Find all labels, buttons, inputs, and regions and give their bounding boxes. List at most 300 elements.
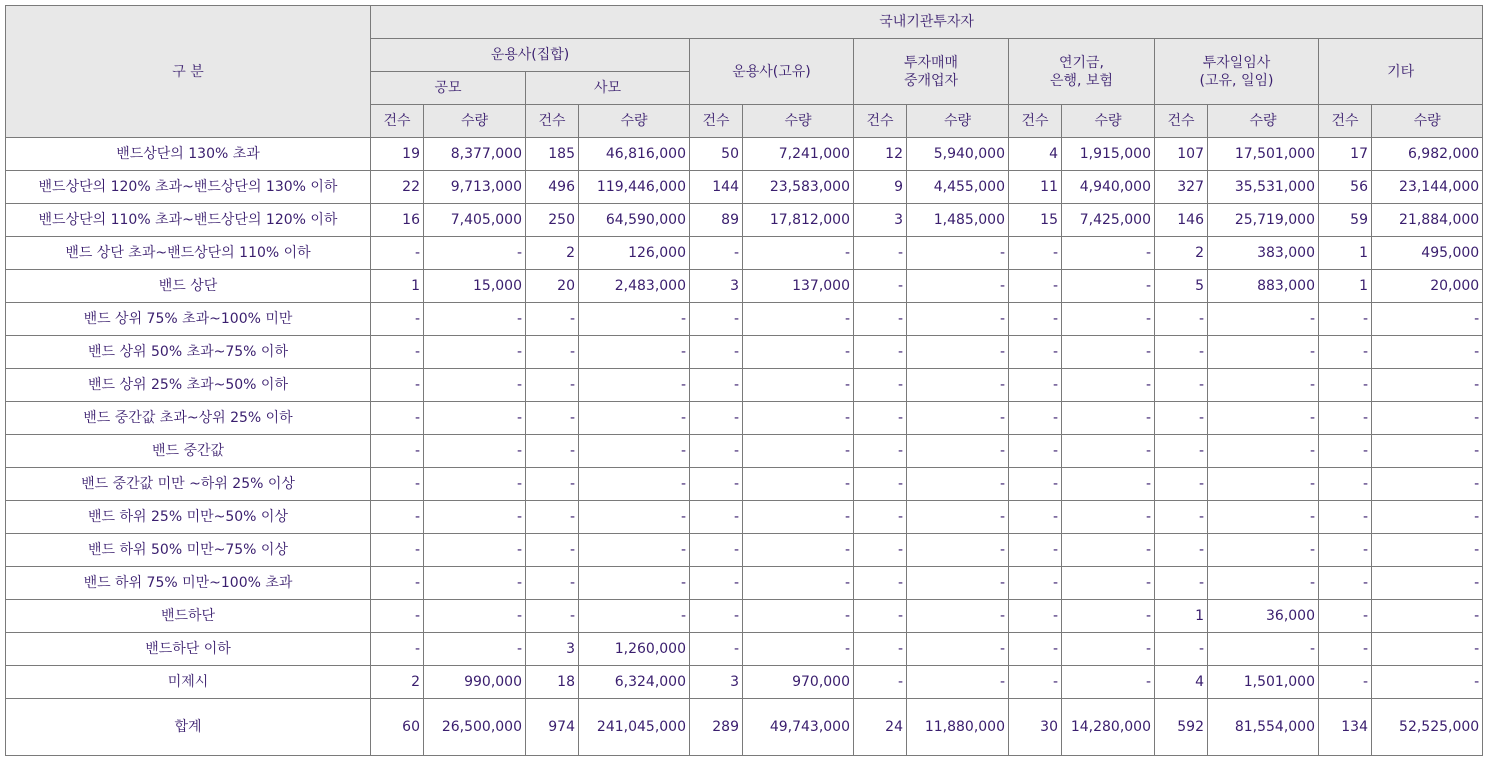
count-cell: - [526,534,579,567]
quantity-cell: - [1372,435,1483,468]
count-cell: - [1009,534,1062,567]
quantity-cell: 2,483,000 [579,270,690,303]
broker-header-line1: 투자매매 [903,54,959,71]
quantity-cell: 137,000 [743,270,854,303]
quantity-cell: 1,501,000 [1208,666,1319,699]
count-cell: 3 [854,204,907,237]
quantity-cell: - [1062,567,1155,600]
quantity-cell: 8,377,000 [424,138,526,171]
count-cell: 1 [1155,600,1208,633]
quantity-cell: - [1372,369,1483,402]
quantity-cell: - [1062,468,1155,501]
count-cell: - [371,402,424,435]
quantity-cell: - [579,369,690,402]
discretionary-header-line1: 투자일임사 [1202,54,1271,71]
quantity-cell: - [424,633,526,666]
quantity-cell: 990,000 [424,666,526,699]
table-row [6,468,1483,501]
row-label: 밴드하단 [6,600,371,633]
count-column-header: 건수 [526,105,579,138]
row-label: 밴드 중간값 미만 ~하위 25% 이상 [6,468,371,501]
quantity-cell: - [1372,534,1483,567]
count-cell: - [1319,501,1372,534]
quantity-cell: - [424,435,526,468]
pension-header [1009,39,1155,105]
count-column-header: 건수 [854,105,907,138]
quantity-cell: - [424,369,526,402]
quantity-cell: - [424,567,526,600]
count-cell: 30 [1009,699,1062,756]
count-cell: - [690,633,743,666]
quantity-cell: - [1372,633,1483,666]
table-row [6,369,1483,402]
quantity-cell: 383,000 [1208,237,1319,270]
count-cell: 60 [371,699,424,756]
count-cell: - [1319,336,1372,369]
table-row [6,435,1483,468]
discretionary-header [1155,39,1319,105]
quantity-cell: - [907,336,1009,369]
quantity-cell: 64,590,000 [579,204,690,237]
quantity-cell: - [579,501,690,534]
quantity-cell: - [1372,402,1483,435]
quantity-column-header: 수량 [1208,105,1319,138]
quantity-cell: - [424,501,526,534]
count-cell: - [371,534,424,567]
quantity-cell: - [1062,237,1155,270]
quantity-cell: - [424,402,526,435]
quantity-cell: - [907,666,1009,699]
count-cell: - [526,468,579,501]
count-cell: - [1009,666,1062,699]
count-cell: 107 [1155,138,1208,171]
count-cell: - [1009,336,1062,369]
quantity-cell: - [1208,534,1319,567]
quantity-cell: 9,713,000 [424,171,526,204]
count-cell: - [854,237,907,270]
count-column-header: 건수 [371,105,424,138]
row-label: 밴드 상단 초과~밴드상단의 110% 이하 [6,237,371,270]
table-row [6,138,1483,171]
quantity-cell: - [907,369,1009,402]
row-label: 밴드하단 이하 [6,633,371,666]
count-cell: - [1009,468,1062,501]
quantity-cell: - [424,237,526,270]
count-cell: - [526,600,579,633]
quantity-cell: - [1208,435,1319,468]
count-cell: 3 [690,666,743,699]
quantity-cell: 1,915,000 [1062,138,1155,171]
quantity-cell: - [1208,303,1319,336]
count-cell: 1 [1319,270,1372,303]
quantity-cell: 17,501,000 [1208,138,1319,171]
count-cell: - [1319,567,1372,600]
quantity-cell: 7,425,000 [1062,204,1155,237]
count-cell: 250 [526,204,579,237]
count-cell: - [371,303,424,336]
quantity-cell: 46,816,000 [579,138,690,171]
quantity-cell: 49,743,000 [743,699,854,756]
count-cell: - [1009,501,1062,534]
table-row [6,303,1483,336]
count-cell: 974 [526,699,579,756]
quantity-cell: - [743,633,854,666]
quantity-cell: - [1062,666,1155,699]
table-row [6,567,1483,600]
count-cell: - [526,402,579,435]
count-cell: 4 [1155,666,1208,699]
count-cell: - [371,501,424,534]
count-cell: 50 [690,138,743,171]
quantity-cell: 23,583,000 [743,171,854,204]
quantity-cell: - [579,600,690,633]
table-row [6,633,1483,666]
count-cell: 15 [1009,204,1062,237]
count-cell: - [526,369,579,402]
row-label: 밴드상단의 110% 초과~밴드상단의 120% 이하 [6,204,371,237]
count-cell: 146 [1155,204,1208,237]
quantity-cell: - [1372,501,1483,534]
demand-forecast-table [5,5,1483,756]
count-cell: 18 [526,666,579,699]
quantity-cell: - [1372,666,1483,699]
quantity-cell: 1,485,000 [907,204,1009,237]
count-cell: - [854,567,907,600]
count-cell: 4 [1009,138,1062,171]
quantity-cell: 52,525,000 [1372,699,1483,756]
table-row [6,171,1483,204]
quantity-cell: 1,260,000 [579,633,690,666]
count-cell: - [526,435,579,468]
quantity-cell: - [424,534,526,567]
count-cell: - [1009,435,1062,468]
quantity-cell: - [743,369,854,402]
count-cell: - [371,468,424,501]
quantity-cell: - [1372,303,1483,336]
quantity-cell: - [1372,567,1483,600]
count-cell: - [1009,402,1062,435]
quantity-cell: - [743,567,854,600]
count-cell: 56 [1319,171,1372,204]
count-cell: 24 [854,699,907,756]
count-cell: - [854,402,907,435]
count-cell: - [690,600,743,633]
count-cell: - [371,336,424,369]
quantity-cell: - [1062,600,1155,633]
quantity-cell: - [907,303,1009,336]
count-cell: 2 [371,666,424,699]
quantity-cell: - [1208,468,1319,501]
count-cell: 17 [1319,138,1372,171]
quantity-cell: - [1208,336,1319,369]
quantity-cell: 6,982,000 [1372,138,1483,171]
count-column-header: 건수 [1155,105,1208,138]
count-cell: - [690,567,743,600]
count-cell: - [371,435,424,468]
quantity-cell: 119,446,000 [579,171,690,204]
count-cell: - [1319,402,1372,435]
count-cell: - [854,501,907,534]
row-label: 밴드 하위 25% 미만~50% 이상 [6,501,371,534]
row-label: 합계 [6,699,371,756]
count-cell: - [1319,468,1372,501]
count-cell: - [371,633,424,666]
count-cell: - [1319,600,1372,633]
quantity-cell: - [743,237,854,270]
quantity-cell: - [1208,567,1319,600]
quantity-cell: - [579,303,690,336]
public-header: 공모 [371,72,526,105]
quantity-cell: - [1062,402,1155,435]
quantity-column-header: 수량 [743,105,854,138]
quantity-cell: 23,144,000 [1372,171,1483,204]
quantity-cell: 15,000 [424,270,526,303]
count-cell: - [690,237,743,270]
count-cell: 11 [1009,171,1062,204]
quantity-cell: - [579,468,690,501]
quantity-cell: - [1062,501,1155,534]
quantity-cell: 4,455,000 [907,171,1009,204]
row-label: 밴드 중간값 [6,435,371,468]
quantity-cell: 35,531,000 [1208,171,1319,204]
count-cell: - [371,369,424,402]
count-cell: 12 [854,138,907,171]
row-label: 밴드 하위 50% 미만~75% 이상 [6,534,371,567]
quantity-column-header: 수량 [579,105,690,138]
proprietary-header: 운용사(고유) [690,39,854,105]
quantity-cell: 20,000 [1372,270,1483,303]
gubun-header: 구 분 [6,6,371,138]
table-row [6,336,1483,369]
quantity-cell: - [1062,534,1155,567]
count-cell: - [371,237,424,270]
row-label: 밴드 상위 75% 초과~100% 미만 [6,303,371,336]
row-label: 밴드 상위 50% 초과~75% 이하 [6,336,371,369]
count-cell: - [1009,303,1062,336]
quantity-cell: - [1062,633,1155,666]
count-cell: - [1155,402,1208,435]
count-cell: 134 [1319,699,1372,756]
count-cell: - [1319,534,1372,567]
other-header: 기타 [1319,39,1483,105]
broker-header [854,39,1009,105]
quantity-cell: - [424,600,526,633]
count-cell: - [1319,369,1372,402]
count-cell: - [854,270,907,303]
quantity-cell: - [743,468,854,501]
count-cell: - [1155,501,1208,534]
quantity-cell: - [907,402,1009,435]
count-cell: - [1155,369,1208,402]
table-row [6,501,1483,534]
quantity-cell: - [1062,336,1155,369]
quantity-cell: 25,719,000 [1208,204,1319,237]
count-cell: 289 [690,699,743,756]
table-row [6,534,1483,567]
quantity-cell: - [907,468,1009,501]
quantity-cell: - [579,402,690,435]
count-cell: - [1155,303,1208,336]
count-cell: 1 [371,270,424,303]
domestic-institutional-header: 국내기관투자자 [371,6,1483,39]
quantity-cell: - [907,237,1009,270]
quantity-cell: - [743,435,854,468]
quantity-cell: - [579,534,690,567]
quantity-cell: - [1062,369,1155,402]
quantity-cell: - [1208,501,1319,534]
count-cell: - [1009,270,1062,303]
count-cell: 3 [690,270,743,303]
count-cell: 89 [690,204,743,237]
count-cell: 20 [526,270,579,303]
count-cell: 144 [690,171,743,204]
count-cell: - [526,303,579,336]
count-cell: - [690,336,743,369]
row-label: 밴드 상위 25% 초과~50% 이하 [6,369,371,402]
count-cell: - [1319,303,1372,336]
count-cell: - [1155,534,1208,567]
quantity-cell: 17,812,000 [743,204,854,237]
table-row [6,600,1483,633]
quantity-cell: - [743,336,854,369]
private-header: 사모 [526,72,690,105]
quantity-column-header: 수량 [1372,105,1483,138]
count-cell: - [1155,435,1208,468]
quantity-cell: - [907,567,1009,600]
quantity-cell: 21,884,000 [1372,204,1483,237]
discretionary-header-line2: (고유, 일임) [1199,72,1274,89]
quantity-cell: - [743,534,854,567]
count-cell: - [690,369,743,402]
count-cell: - [1009,369,1062,402]
quantity-cell: 883,000 [1208,270,1319,303]
count-cell: - [526,501,579,534]
total-row [6,699,1483,756]
count-cell: - [854,666,907,699]
row-label: 밴드 상단 [6,270,371,303]
table-row [6,402,1483,435]
count-cell: - [854,303,907,336]
count-cell: 9 [854,171,907,204]
quantity-cell: - [1208,633,1319,666]
quantity-cell: - [579,435,690,468]
count-cell: 22 [371,171,424,204]
collective-header: 운용사(집합) [371,39,690,72]
count-column-header: 건수 [690,105,743,138]
count-cell: - [1009,633,1062,666]
count-cell: - [371,600,424,633]
count-cell: - [854,534,907,567]
count-cell: - [854,336,907,369]
count-cell: 5 [1155,270,1208,303]
quantity-column-header: 수량 [907,105,1009,138]
quantity-cell: 6,324,000 [579,666,690,699]
table-row [6,270,1483,303]
quantity-cell: 4,940,000 [1062,171,1155,204]
count-cell: - [1319,666,1372,699]
count-cell: - [371,567,424,600]
count-cell: 1 [1319,237,1372,270]
quantity-cell: 495,000 [1372,237,1483,270]
count-cell: 2 [1155,237,1208,270]
quantity-cell: 14,280,000 [1062,699,1155,756]
quantity-cell: - [1372,600,1483,633]
count-cell: - [1009,600,1062,633]
quantity-column-header: 수량 [1062,105,1155,138]
count-cell: - [690,501,743,534]
count-cell: - [1319,435,1372,468]
count-cell: - [1009,567,1062,600]
quantity-cell: 11,880,000 [907,699,1009,756]
count-cell: 2 [526,237,579,270]
pension-header-line1: 연기금, [1058,54,1105,71]
count-cell: - [1155,468,1208,501]
table-row [6,204,1483,237]
quantity-cell: 36,000 [1208,600,1319,633]
count-cell: - [854,435,907,468]
count-cell: 19 [371,138,424,171]
row-label: 미제시 [6,666,371,699]
quantity-column-header: 수량 [424,105,526,138]
count-cell: - [690,468,743,501]
count-cell: 496 [526,171,579,204]
count-cell: - [1319,633,1372,666]
quantity-cell: - [1062,435,1155,468]
pension-header-line2: 은행, 보험 [1050,72,1113,89]
count-cell: - [854,369,907,402]
count-cell: - [526,336,579,369]
quantity-cell: - [907,270,1009,303]
quantity-cell: - [907,501,1009,534]
count-cell: - [526,567,579,600]
quantity-cell: - [743,501,854,534]
quantity-cell: - [743,303,854,336]
quantity-cell: 126,000 [579,237,690,270]
quantity-cell: - [907,435,1009,468]
quantity-cell: - [743,402,854,435]
quantity-cell: 5,940,000 [907,138,1009,171]
quantity-cell: - [1208,402,1319,435]
count-cell: 327 [1155,171,1208,204]
quantity-cell: - [579,336,690,369]
quantity-cell: 241,045,000 [579,699,690,756]
quantity-cell: 7,241,000 [743,138,854,171]
count-cell: - [854,600,907,633]
quantity-cell: 970,000 [743,666,854,699]
quantity-cell: - [907,534,1009,567]
quantity-cell: - [1062,270,1155,303]
row-label: 밴드상단의 120% 초과~밴드상단의 130% 이하 [6,171,371,204]
row-label: 밴드 중간값 초과~상위 25% 이하 [6,402,371,435]
count-cell: 185 [526,138,579,171]
quantity-cell: - [579,567,690,600]
count-cell: - [690,435,743,468]
count-cell: - [1155,336,1208,369]
quantity-cell: - [907,633,1009,666]
quantity-cell: - [1372,336,1483,369]
table-row [6,237,1483,270]
count-column-header: 건수 [1009,105,1062,138]
quantity-cell: - [907,600,1009,633]
count-column-header: 건수 [1319,105,1372,138]
quantity-cell: - [424,303,526,336]
quantity-cell: - [424,468,526,501]
quantity-cell: 7,405,000 [424,204,526,237]
count-cell: - [690,303,743,336]
count-cell: 3 [526,633,579,666]
quantity-cell: - [743,600,854,633]
quantity-cell: - [1062,303,1155,336]
